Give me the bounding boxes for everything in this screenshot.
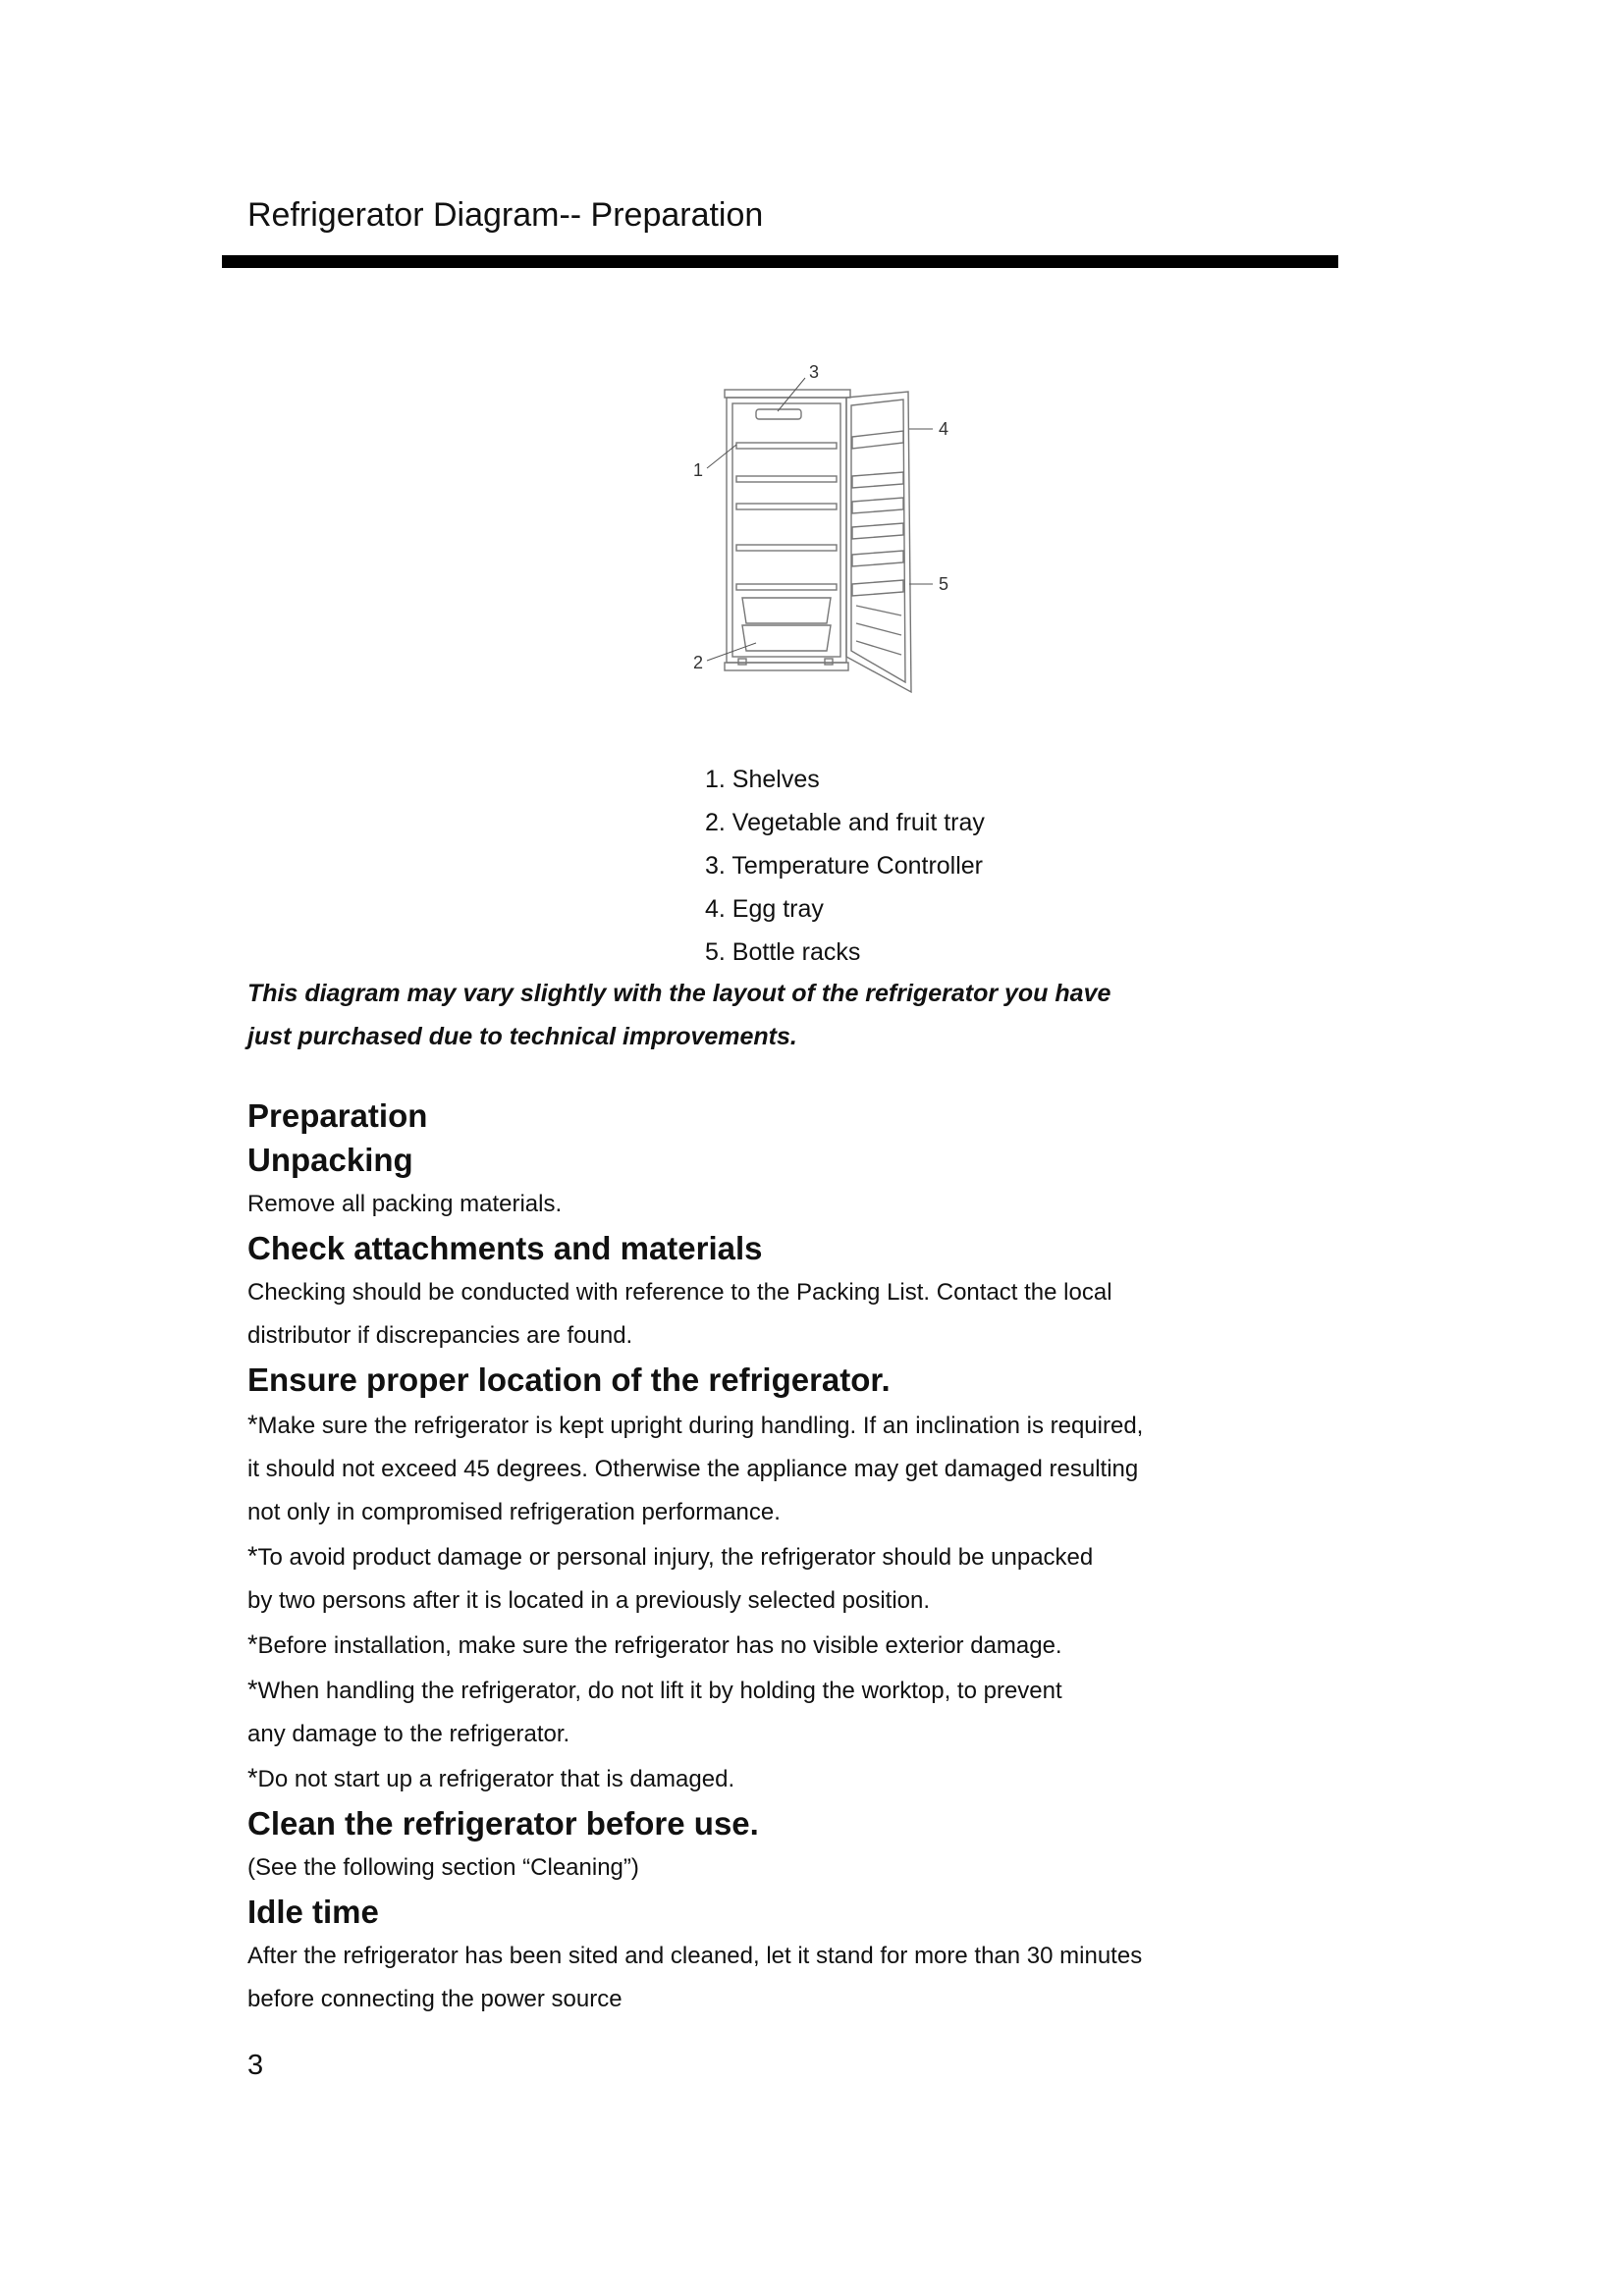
refrigerator-illustration <box>687 348 962 712</box>
asterisk-bullet: * <box>247 1410 258 1439</box>
heading-location: Ensure proper location of the refrigerator. <box>247 1362 891 1398</box>
location-bullet <box>247 1403 1229 1448</box>
location-bullet <box>247 1623 1229 1668</box>
bullet-continuation: it should not exceed 45 degrees. Otherwise the appliance may get damaged resulting <box>247 1456 1139 1482</box>
clean-text: (See the following section “Cleaning”) <box>247 1854 639 1881</box>
location-bullet <box>247 1668 1229 1713</box>
idle-text-line: After the refrigerator has been sited and cleaned, let it stand for more than 30 minutes <box>247 1943 1143 1969</box>
unpacking-text: Remove all packing materials. <box>247 1191 563 1217</box>
legend-item: 4. Egg tray <box>705 895 824 923</box>
bullet-text: To avoid product damage or personal injury, the refrigerator should be unpacked <box>257 1544 1094 1571</box>
asterisk-bullet: * <box>247 1629 258 1659</box>
location-bullet <box>247 1756 1229 1801</box>
asterisk-bullet: * <box>247 1541 258 1571</box>
section-heading-preparation: Preparation <box>247 1097 428 1134</box>
check-text-line: distributor if discrepancies are found. <box>247 1322 633 1349</box>
diagram-disclaimer <box>247 972 1229 1058</box>
heading-idle-time: Idle time <box>247 1894 379 1930</box>
bullet-text: When handling the refrigerator, do not lift it by holding the worktop, to prevent <box>257 1678 1062 1704</box>
asterisk-bullet: * <box>247 1763 258 1792</box>
bullet-continuation: any damage to the refrigerator. <box>247 1721 570 1747</box>
idle-text-line: before connecting the power source <box>247 1986 623 2012</box>
legend-item: 2. Vegetable and fruit tray <box>705 809 985 836</box>
page-number: 3 <box>247 2050 264 2081</box>
location-bullet <box>247 1534 1229 1579</box>
bullet-text: Before installation, make sure the refrigerator has no visible exterior damage. <box>257 1632 1062 1659</box>
header-rule <box>222 255 1338 268</box>
asterisk-bullet: * <box>247 1675 258 1704</box>
refrigerator-diagram <box>687 348 962 712</box>
callout-5: 5 <box>939 574 949 594</box>
disclaimer-line: just purchased due to technical improvements. <box>247 1023 797 1050</box>
legend-item: 3. Temperature Controller <box>705 852 984 880</box>
diagram-legend <box>705 758 985 974</box>
heading-check-attachments: Check attachments and materials <box>247 1230 763 1266</box>
callout-1: 1 <box>693 460 704 480</box>
callout-2: 2 <box>693 653 704 672</box>
preparation-section <box>247 1094 1229 2021</box>
bullet-text: Do not start up a refrigerator that is damaged. <box>257 1766 735 1792</box>
callout-3: 3 <box>809 362 820 382</box>
bullet-text: Make sure the refrigerator is kept upright during handling. If an inclination is required, <box>257 1413 1144 1439</box>
bullet-continuation: by two persons after it is located in a previously selected position. <box>247 1587 931 1614</box>
callout-4: 4 <box>939 419 949 439</box>
legend-item: 5. Bottle racks <box>705 938 861 966</box>
heading-unpacking: Unpacking <box>247 1142 413 1178</box>
disclaimer-line: This diagram may vary slightly with the layout of the refrigerator you have <box>247 980 1111 1007</box>
heading-clean: Clean the refrigerator before use. <box>247 1805 759 1842</box>
check-text-line: Checking should be conducted with reference to the Packing List. Contact the local <box>247 1279 1112 1306</box>
page-title: Refrigerator Diagram-- Preparation <box>247 196 764 234</box>
bullet-continuation: not only in compromised refrigeration performance. <box>247 1499 781 1525</box>
legend-item: 1. Shelves <box>705 766 820 793</box>
